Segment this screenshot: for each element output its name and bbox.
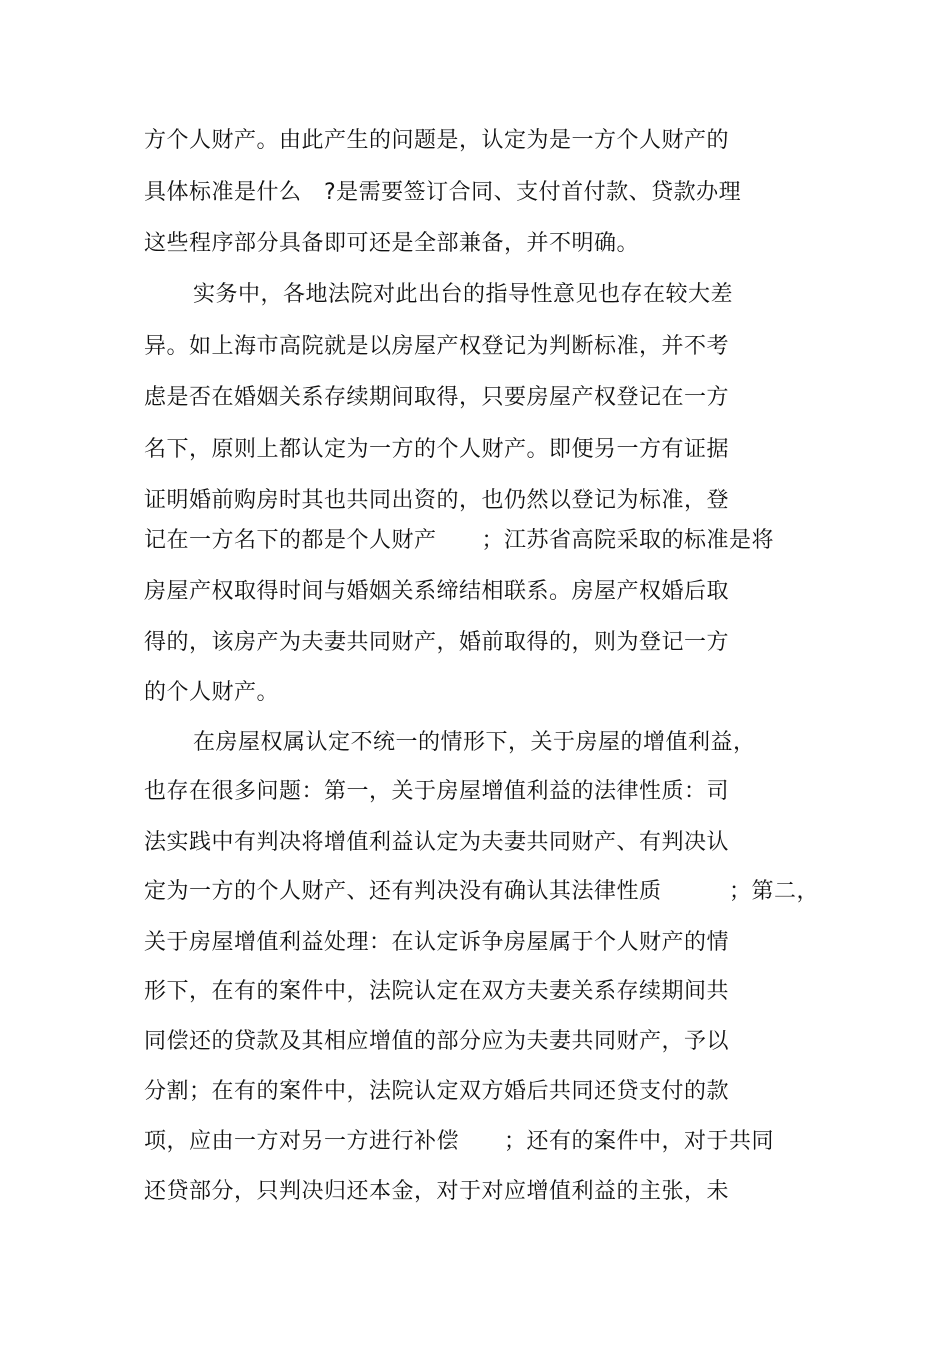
text-line: 这些程序部分具备即可还是全部兼备，并不明确。 <box>144 231 640 256</box>
text-line: 记在一方名下的都是个人财产 ；江苏省高院采取的标准是将 <box>144 528 775 553</box>
text-line: 也存在很多问题：第一，关于房屋增值利益的法律性质：司 <box>144 779 730 804</box>
text-line: 形下，在有的案件中，法院认定在双方夫妻关系存续期间共 <box>144 979 730 1004</box>
paragraph-first-line: 实务中，各地法院对此出台的指导性意见也存在较大差 <box>193 282 734 307</box>
text-line: 虑是否在婚姻关系存续期间取得，只要房屋产权登记在一方 <box>144 385 730 410</box>
text-line: 还贷部分，只判决归还本金，对于对应增值利益的主张，未 <box>144 1179 730 1204</box>
paragraph-first-line: 在房屋权属认定不统一的情形下，关于房屋的增值利益， <box>193 730 756 755</box>
text-line: 异。如上海市高院就是以房屋产权登记为判断标准，并不考 <box>144 334 730 359</box>
text-line: 方个人财产。由此产生的问题是，认定为是一方个人财产的 <box>144 128 730 153</box>
text-line: 定为一方的个人财产、还有判决没有确认其法律性质 ；第二， <box>144 879 820 904</box>
text-line: 同偿还的贷款及其相应增值的部分应为夫妻共同财产，予以 <box>144 1029 730 1054</box>
text-line: 分割；在有的案件中，法院认定双方婚后共同还贷支付的款 <box>144 1079 730 1104</box>
text-line: 法实践中有判决将增值利益认定为夫妻共同财产、有判决认 <box>144 830 730 855</box>
text-line: 房屋产权取得时间与婚姻关系缔结相联系。房屋产权婚后取 <box>144 579 730 604</box>
text-line: 名下，原则上都认定为一方的个人财产。即便另一方有证据 <box>144 437 730 462</box>
text-line: 关于房屋增值利益处理：在认定诉争房屋属于个人财产的情 <box>144 930 730 955</box>
text-line: 得的，该房产为夫妻共同财产，婚前取得的，则为登记一方 <box>144 630 730 655</box>
text-line: 具体标准是什么 ?是需要签订合同、支付首付款、贷款办理 <box>144 180 742 205</box>
text-line: 项，应由一方对另一方进行补偿 ；还有的案件中，对于共同 <box>144 1129 775 1154</box>
text-line: 的个人财产。 <box>144 680 280 705</box>
text-line: 证明婚前购房时其也共同出资的，也仍然以登记为标准，登 <box>144 488 730 513</box>
